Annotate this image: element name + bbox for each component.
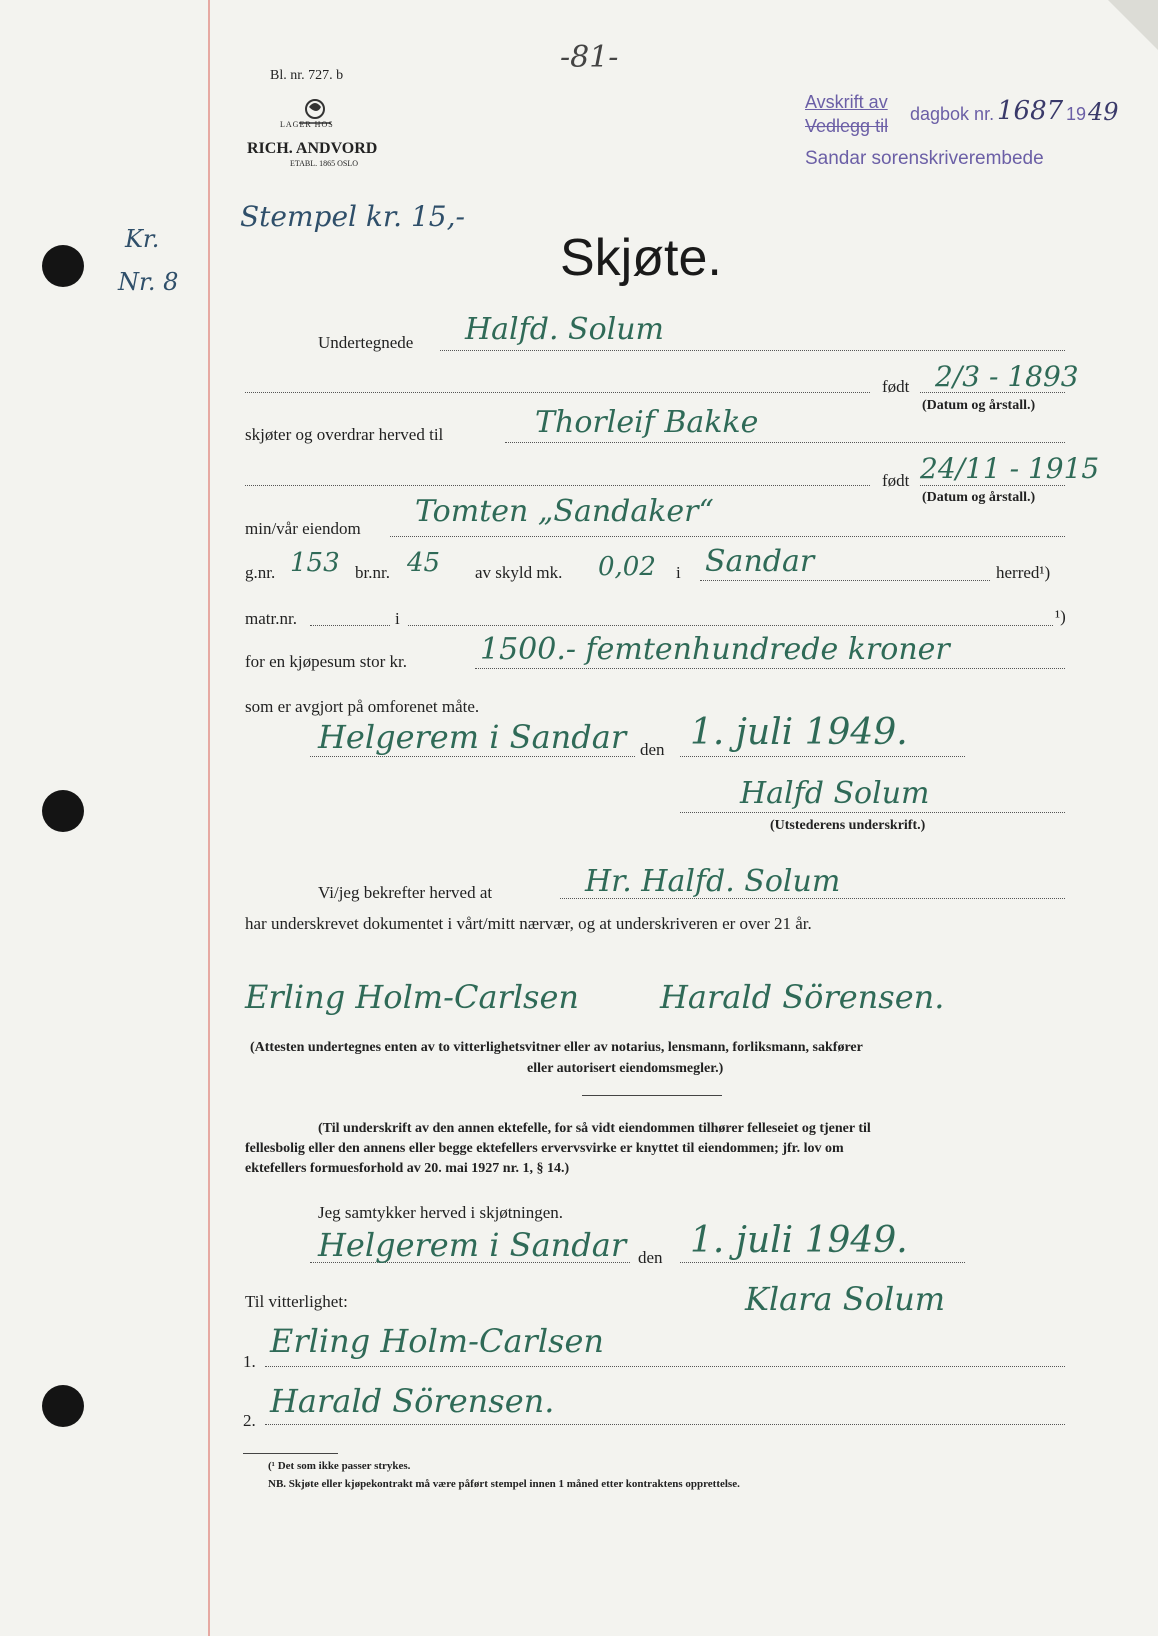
footnote-rule: [243, 1453, 338, 1454]
place-value: Helgerem i Sandar: [318, 718, 627, 756]
price-label: for en kjøpesum stor kr.: [245, 652, 407, 671]
publisher-name: RICH. ANDVORD: [247, 140, 378, 157]
stamp-office: Sandar sorenskriverembede: [805, 148, 1044, 169]
footnote-line1: (¹ Det som ikke passer strykes.: [268, 1460, 411, 1472]
property-name: Tomten „Sandaker“: [415, 494, 714, 529]
divider: [582, 1095, 722, 1096]
seller-born: 2/3 - 1893: [935, 360, 1079, 393]
spouse-witness2: Harald Sörensen.: [270, 1382, 555, 1420]
spouse-den-label: den: [638, 1248, 663, 1267]
matr-i: i: [395, 609, 400, 628]
seller-born-label: født: [882, 377, 910, 396]
attest-witness1: Erling Holm-Carlsen: [245, 978, 580, 1016]
transfer-label: skjøter og overdrar herved til: [245, 425, 444, 444]
stamp-number: 1687: [997, 96, 1064, 126]
attest-line2: har underskrevet dokumentet i vårt/mitt nærvær, og at underskriveren er over 21 år.: [245, 914, 812, 933]
stamp-line1: Avskrift av: [805, 92, 888, 112]
skyld-label: av skyld mk.: [475, 563, 563, 582]
spouse-place: Helgerem i Sandar: [318, 1226, 627, 1264]
undertegnede-label: Undertegnede: [318, 333, 414, 352]
price-value: 1500.- femtenhundrede kroner: [480, 632, 950, 667]
attest-note2: eller autorisert eiendomsmegler.): [527, 1061, 724, 1076]
buyer-name: Thorleif Bakke: [535, 405, 759, 440]
spouse-para3: ektefellers formuesforhold av 20. mai 1927 nr. 1, § 14.): [245, 1161, 570, 1176]
buyer-born: 24/11 - 1915: [920, 452, 1100, 485]
seller-name: Halfd. Solum: [465, 312, 664, 347]
punch-hole: [42, 245, 84, 287]
omforenet-text: som er avgjort på omforenet måte.: [245, 697, 480, 716]
attest-name: Hr. Halfd. Solum: [585, 864, 841, 899]
den-label: den: [640, 740, 665, 759]
datum-hint: (Datum og årstall.): [922, 398, 1036, 413]
logo-text: LAGER HOS: [280, 120, 334, 129]
margin-note-a: Kr.: [125, 225, 160, 253]
herred-value: Sandar: [705, 544, 815, 579]
spouse-para1: (Til underskrift av den annen ektefelle, for så vidt eiendommen tilhører felleseiet og tjener til: [318, 1121, 871, 1136]
attest-note1: (Attesten undertegnes enten av to vitterlighetsvitner eller av notarius, lensmann, forliksmann, sakfører: [250, 1040, 863, 1055]
spouse-signature: Klara Solum: [745, 1280, 946, 1318]
matr-label: matr.nr.: [245, 609, 297, 628]
seller-signature: Halfd Solum: [740, 776, 930, 811]
spouse-date: 1. juli 1949.: [690, 1220, 908, 1261]
vitterlighet-label: Til vitterlighet:: [245, 1292, 348, 1311]
utsteder-label: (Utstederens underskrift.): [770, 818, 926, 833]
publisher-sub: ETABL. 1865 OSLO: [290, 159, 359, 168]
herred-label: herred¹): [996, 563, 1051, 582]
eiendom-label: min/vår eiendom: [245, 519, 361, 538]
form-number: Bl. nr. 727. b: [270, 68, 344, 83]
bnr-label: br.nr.: [355, 563, 390, 582]
margin-note-b: Nr. 8: [118, 268, 179, 296]
stamp-year-prefix: 19: [1066, 104, 1087, 124]
matr-sup: ¹): [1055, 607, 1066, 626]
gnr-label: g.nr.: [245, 563, 276, 582]
datum-hint: (Datum og årstall.): [922, 490, 1036, 505]
spouse-para2: fellesbolig eller den annens eller begge ektefellers ervervsvirke er knyttet til eiendommen; jfr. lov om: [245, 1141, 844, 1156]
punch-hole: [42, 790, 84, 832]
consent-text: Jeg samtykker herved i skjøtningen.: [318, 1203, 564, 1222]
attest-label: Vi/jeg bekrefter herved at: [318, 883, 493, 902]
gnr-value: 153: [290, 548, 340, 578]
stempel-note: Stempel kr. 15,-: [240, 200, 465, 233]
stamp-line2: Vedlegg til: [805, 116, 889, 136]
spouse-witness1: Erling Holm-Carlsen: [270, 1322, 605, 1360]
herred-i-label: i: [676, 563, 681, 582]
page-number: -81-: [560, 40, 619, 75]
buyer-born-label: født: [882, 471, 910, 490]
attest-witness2: Harald Sörensen.: [660, 978, 945, 1016]
document-title: Skjøte.: [560, 229, 722, 287]
date-value: 1. juli 1949.: [690, 712, 908, 753]
punch-hole: [42, 1385, 84, 1427]
witness-num-1: 1.: [243, 1352, 256, 1371]
bnr-value: 45: [407, 548, 441, 578]
margin-line: [208, 0, 210, 1636]
stamp-dagbok: dagbok nr.: [910, 104, 995, 124]
skyld-value: 0,02: [598, 552, 656, 582]
witness-num-2: 2.: [243, 1411, 256, 1430]
stamp-year: 49: [1088, 98, 1119, 126]
folded-corner: [1108, 0, 1158, 50]
footnote-line2: NB. Skjøte eller kjøpekontrakt må være påført stempel innen 1 måned etter kontraktens opprettelse.: [268, 1478, 740, 1490]
